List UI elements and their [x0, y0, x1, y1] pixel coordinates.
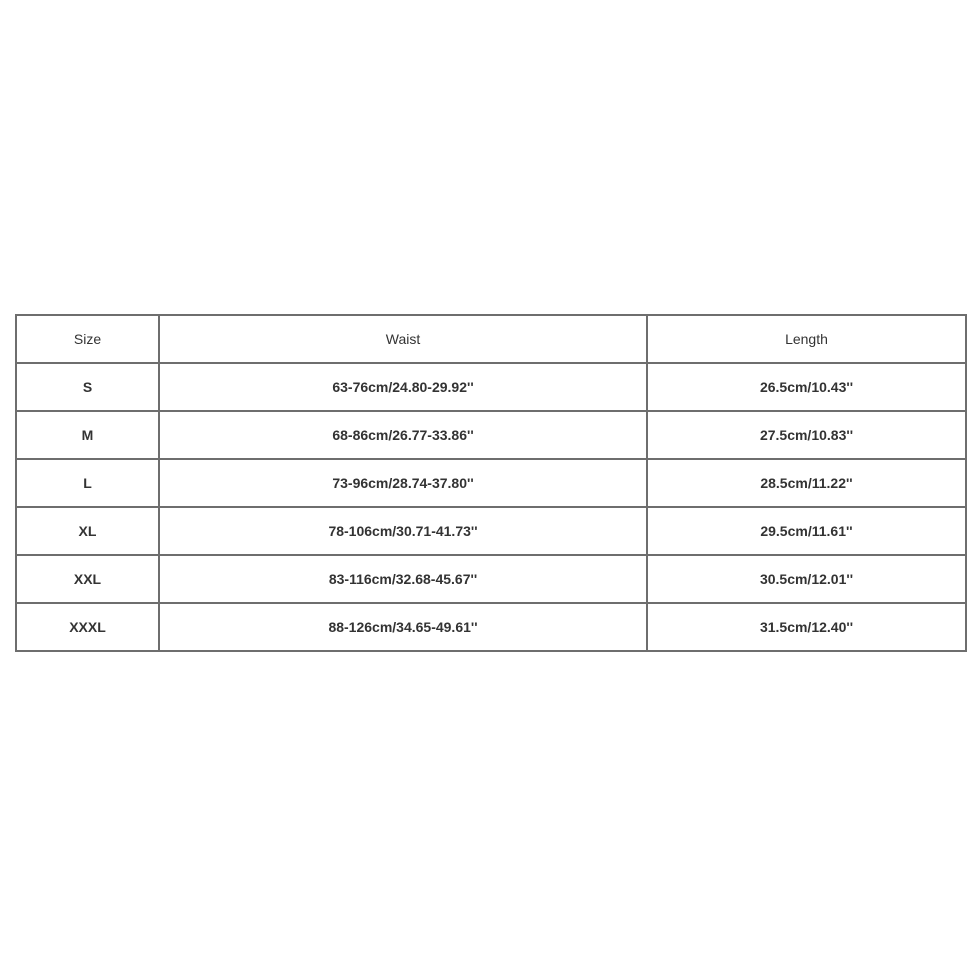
table-row	[16, 411, 966, 459]
table-row	[16, 507, 966, 555]
cell-size: M	[16, 411, 159, 459]
cell-waist: 88-126cm/34.65-49.61''	[159, 603, 647, 651]
cell-waist: 68-86cm/26.77-33.86''	[159, 411, 647, 459]
table-row	[16, 363, 966, 411]
header-length: Length	[647, 315, 966, 363]
cell-waist: 63-76cm/24.80-29.92''	[159, 363, 647, 411]
cell-size: XXL	[16, 555, 159, 603]
cell-length: 28.5cm/11.22''	[647, 459, 966, 507]
cell-size: S	[16, 363, 159, 411]
table-row	[16, 603, 966, 651]
header-size: Size	[16, 315, 159, 363]
cell-length: 30.5cm/12.01''	[647, 555, 966, 603]
header-waist: Waist	[159, 315, 647, 363]
cell-length: 27.5cm/10.83''	[647, 411, 966, 459]
cell-size: XL	[16, 507, 159, 555]
size-chart-table	[15, 314, 967, 652]
cell-length: 26.5cm/10.43''	[647, 363, 966, 411]
table-row	[16, 459, 966, 507]
cell-waist: 78-106cm/30.71-41.73''	[159, 507, 647, 555]
cell-size: XXXL	[16, 603, 159, 651]
cell-size: L	[16, 459, 159, 507]
cell-waist: 73-96cm/28.74-37.80''	[159, 459, 647, 507]
table-row	[16, 555, 966, 603]
cell-length: 29.5cm/11.61''	[647, 507, 966, 555]
cell-length: 31.5cm/12.40''	[647, 603, 966, 651]
table-body	[16, 363, 966, 651]
table-header	[16, 315, 966, 363]
header-row	[16, 315, 966, 363]
cell-waist: 83-116cm/32.68-45.67''	[159, 555, 647, 603]
